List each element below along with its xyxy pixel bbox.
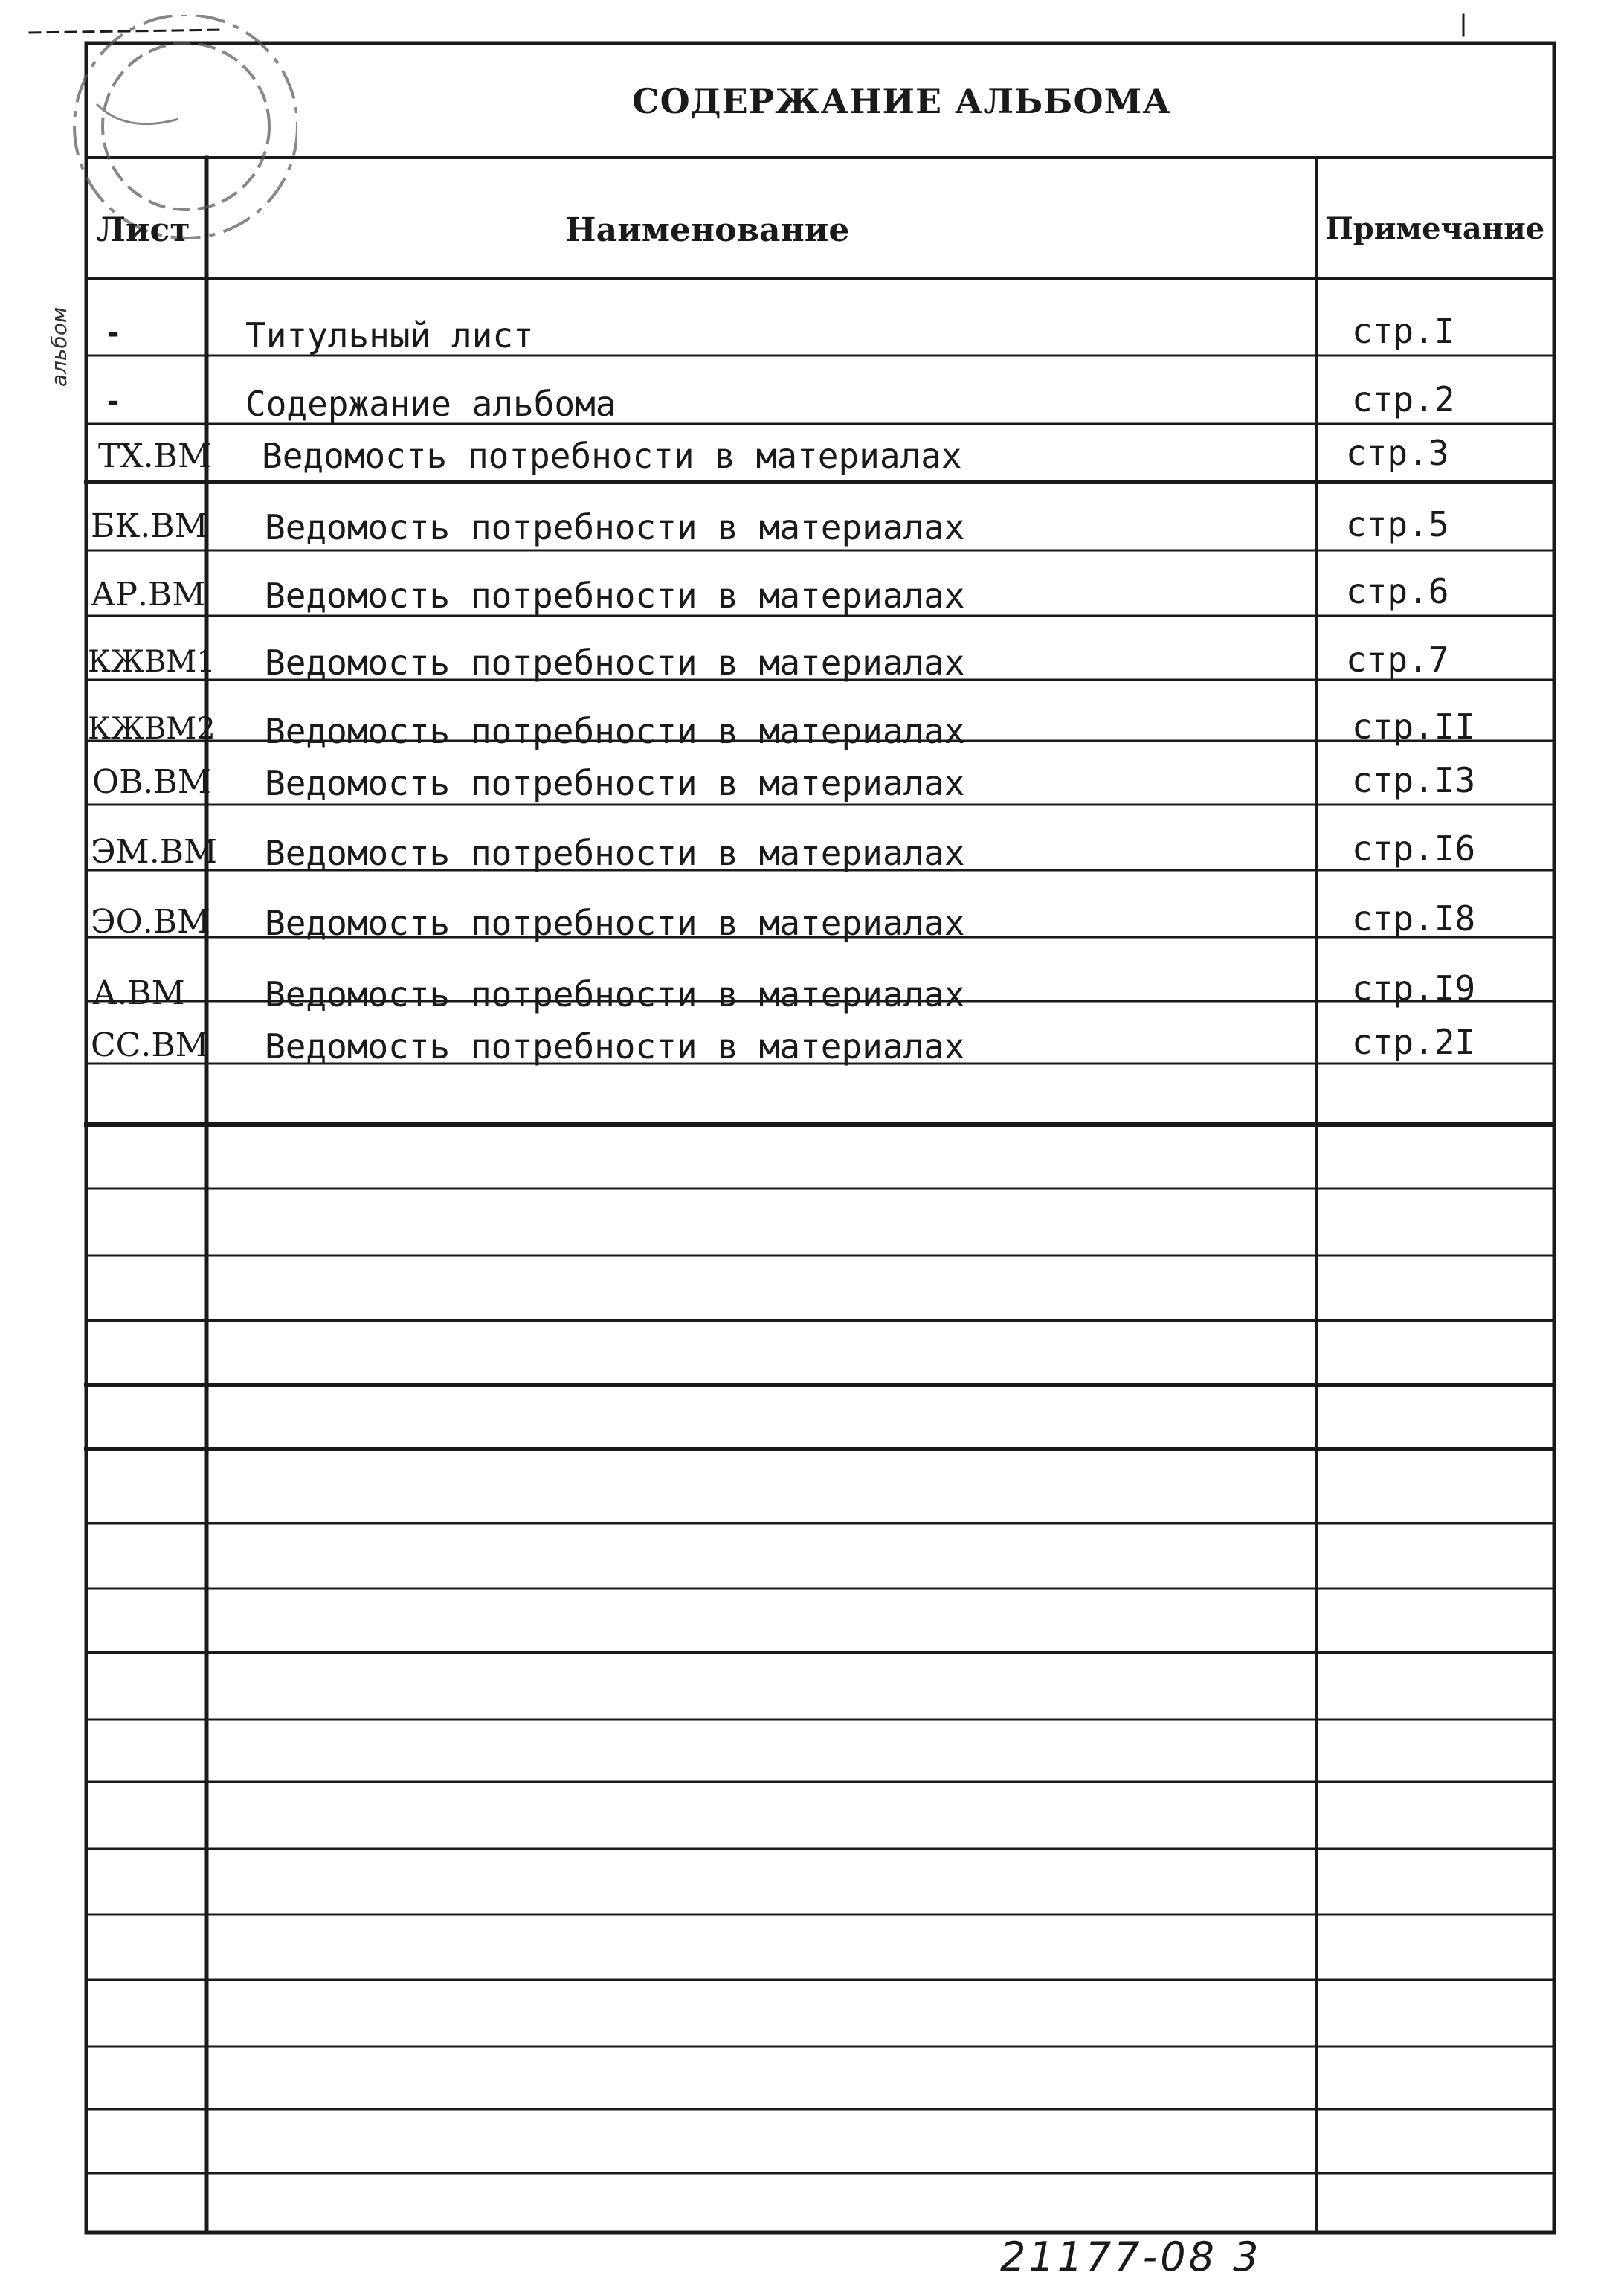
row-name: Ведомость потребности в материалах xyxy=(265,507,965,547)
margin-note: альбом xyxy=(47,306,71,387)
row-note: стр.I3 xyxy=(1352,760,1476,800)
row-sheet-code: А.ВМ xyxy=(92,974,185,1012)
row-name: Ведомость потребности в материалах xyxy=(265,974,965,1014)
row-sheet-code: АР.ВМ xyxy=(91,576,206,614)
row-sheet-code: ТХ.ВМ xyxy=(98,437,212,475)
row-name: Содержание альбома xyxy=(245,384,616,424)
row-note: стр.II xyxy=(1352,707,1476,747)
row-note: стр.6 xyxy=(1346,571,1449,611)
header-note: Примечание xyxy=(1325,211,1545,246)
row-sheet-code: КЖВМ1 xyxy=(88,645,216,679)
row-name: Ведомость потребности в материалах xyxy=(265,903,965,943)
row-note: стр.5 xyxy=(1346,504,1449,544)
row-note: стр.I xyxy=(1352,311,1455,351)
row-name: Титульный лист xyxy=(245,315,534,356)
row-name: Ведомость потребности в материалах xyxy=(262,436,962,476)
row-note: стр.3 xyxy=(1346,433,1449,473)
document-code: 21177-08 3 xyxy=(1000,2233,1262,2280)
row-note: стр.I9 xyxy=(1352,968,1476,1009)
row-sheet-code: КЖВМ2 xyxy=(88,712,216,746)
row-sheet-code: СС.ВМ xyxy=(91,1026,209,1064)
header-name: Наименование xyxy=(565,211,850,249)
row-note: стр.7 xyxy=(1346,640,1449,680)
row-sheet-code: - xyxy=(104,316,123,350)
row-name: Ведомость потребности в материалах xyxy=(265,763,965,803)
row-name: Ведомость потребности в материалах xyxy=(265,576,965,616)
row-name: Ведомость потребности в материалах xyxy=(265,711,965,751)
row-name: Ведомость потребности в материалах xyxy=(265,643,965,683)
row-sheet-code: - xyxy=(104,385,123,419)
row-sheet-code: ЭМ.ВМ xyxy=(91,833,218,871)
row-note: стр.I8 xyxy=(1352,898,1476,939)
row-note: стр.2I xyxy=(1352,1022,1476,1062)
row-sheet-code: ЭО.ВМ xyxy=(91,903,211,941)
row-sheet-code: ОВ.ВМ xyxy=(92,763,211,801)
row-note: стр.2 xyxy=(1352,379,1455,419)
page-title: СОДЕРЖАНИЕ АЛЬБОМА xyxy=(632,81,1171,121)
row-name: Ведомость потребности в материалах xyxy=(265,833,965,873)
row-sheet-code: БК.ВМ xyxy=(91,507,208,545)
row-note: стр.I6 xyxy=(1352,829,1476,869)
row-name: Ведомость потребности в материалах xyxy=(265,1026,965,1067)
header-sheet: Лист xyxy=(97,211,190,249)
